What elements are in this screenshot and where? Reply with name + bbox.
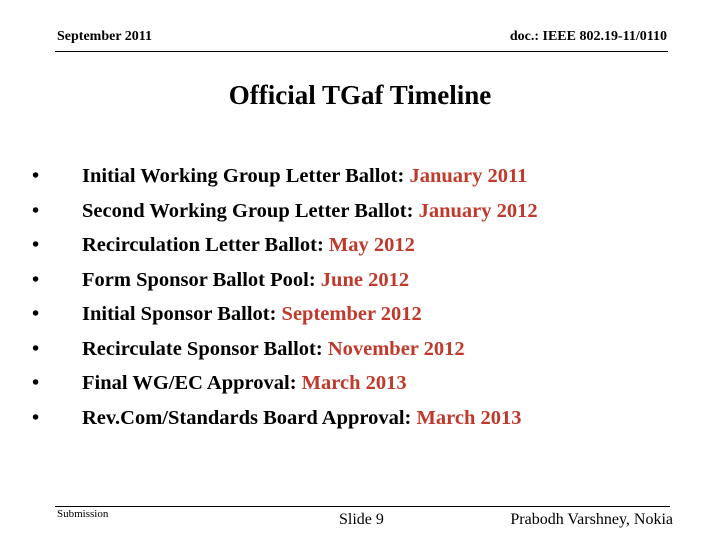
milestone-label: Initial Sponsor Ballot:	[82, 303, 277, 325]
bullet-marker: •	[32, 199, 40, 222]
milestone-date: March 2013	[301, 372, 407, 394]
bullet-marker: •	[32, 406, 40, 429]
timeline-item	[32, 338, 538, 373]
milestone-date: September 2012	[281, 303, 422, 325]
milestone-label: Recirculate Sponsor Ballot:	[82, 337, 323, 360]
bullet-marker: •	[32, 234, 40, 256]
timeline-item	[32, 372, 538, 407]
slide-number: Slide 9	[339, 511, 384, 528]
milestone-label: Form Sponsor Ballot Pool:	[82, 268, 316, 291]
bullet-marker: •	[32, 268, 40, 291]
timeline-list	[32, 165, 538, 441]
bullet-marker: •	[32, 165, 40, 187]
milestone-label: Initial Working Group Letter Ballot:	[82, 165, 405, 187]
timeline-item	[32, 200, 538, 235]
header-doc-id: doc.: IEEE 802.19-11/0110	[509, 29, 667, 44]
milestone-date: March 2013	[416, 406, 522, 429]
timeline-item	[32, 407, 538, 442]
milestone-date: January 2011	[409, 165, 528, 187]
header-divider	[55, 51, 668, 52]
milestone-label: Recirculation Letter Ballot:	[82, 234, 324, 256]
milestone-date: January 2012	[418, 199, 538, 222]
footer-submission: Submission	[57, 508, 109, 520]
footer-divider	[55, 506, 670, 507]
header-date: September 2011	[57, 29, 153, 44]
milestone-date: May 2012	[328, 234, 415, 256]
timeline-item	[32, 303, 538, 338]
timeline-item	[32, 165, 538, 200]
slide-title: Official TGaf Timeline	[228, 80, 492, 110]
timeline-item	[32, 269, 538, 304]
milestone-date: November 2012	[327, 337, 465, 360]
bullet-marker: •	[32, 337, 40, 360]
footer-author: Prabodh Varshney, Nokia	[510, 511, 673, 528]
milestone-label: Second Working Group Letter Ballot:	[82, 199, 414, 222]
bullet-marker: •	[32, 372, 40, 394]
milestone-date: June 2012	[320, 268, 410, 291]
milestone-label: Rev.Com/Standards Board Approval:	[82, 406, 412, 429]
bullet-marker: •	[32, 303, 40, 325]
timeline-item	[32, 234, 538, 269]
milestone-label: Final WG/EC Approval:	[82, 372, 297, 394]
